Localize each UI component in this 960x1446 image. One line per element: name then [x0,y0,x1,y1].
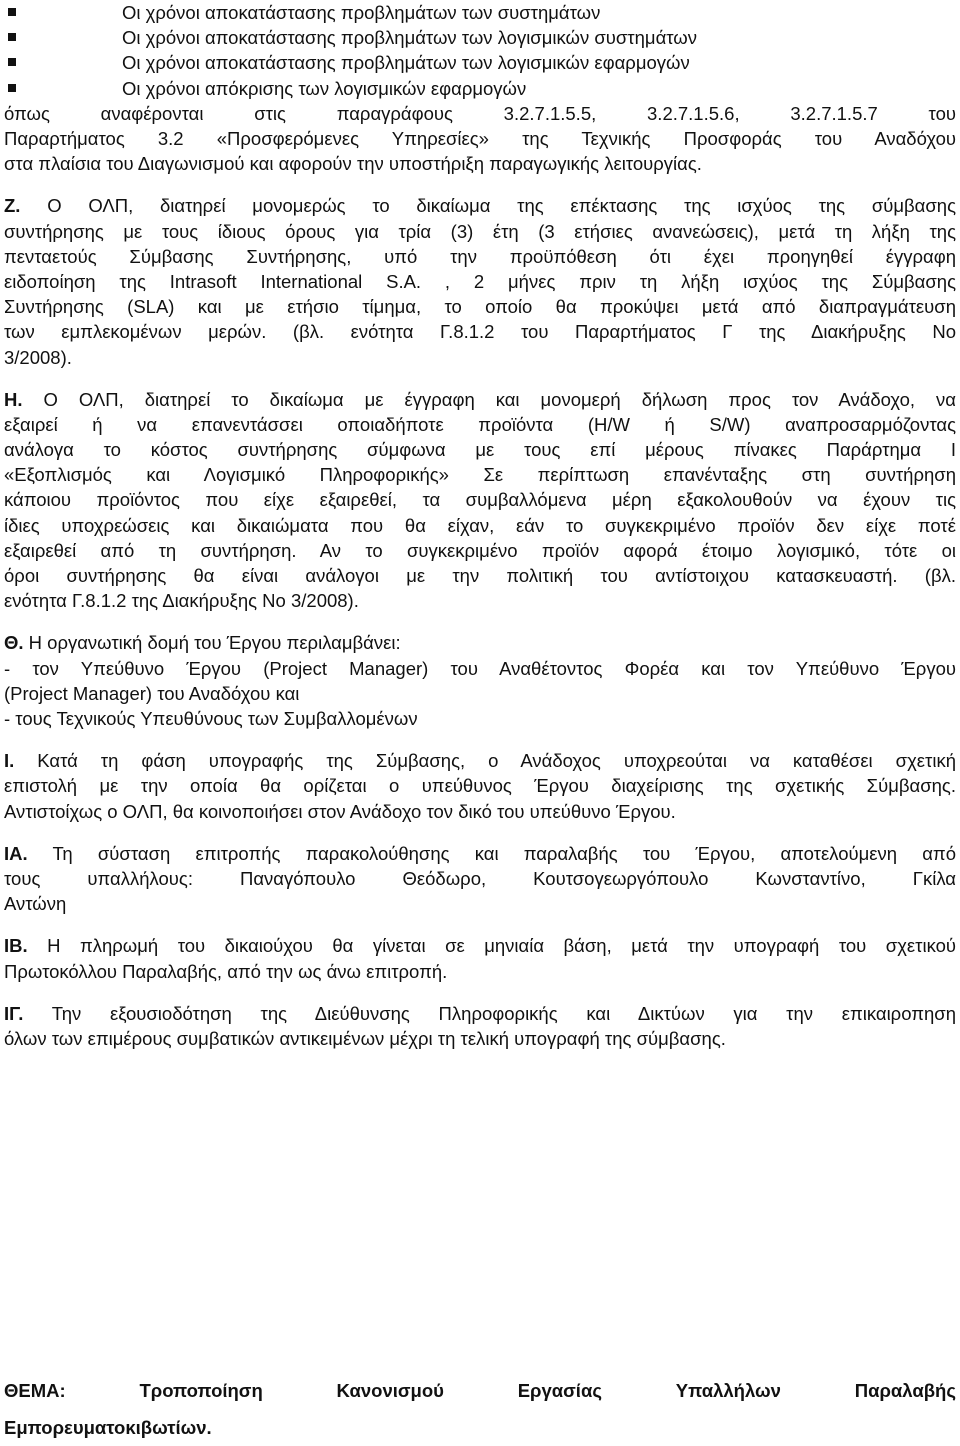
text-line: 3/2008). [4,346,72,368]
section-label: Η. [4,388,23,410]
text-line: - τους Τεχνικούς Υπευθύνους των Συμβαλλομένων [4,708,418,730]
document-body [4,0,956,1051]
text-line: ειδοποίηση της Intrasoft International S.A. , 2 μήνες πριν τη λήξη ισχύος της Σύμβασης [4,270,956,292]
section-label: Θ. [4,632,24,654]
bullet-item: Οι χρόνοι αποκατάστασης προβλημάτων των λογισμικών εφαρμογών [4,50,956,75]
subject-line-1 [4,1372,956,1409]
text-line: επιστολή με την οποία θα ορίζεται ο υπεύθυνος Έργου διαχείρισης της σχετικής Σύμβασης. [4,775,956,797]
text-line: Η. Ο ΟΛΠ, διατηρεί το δικαίωμα με έγγραφη και μονομερή δήλωση προς τον Ανάδοχο, να [4,388,956,410]
text-line: όλων των επιμέρους συμβατικών αντικειμένων μέχρι τη τελική υπογραφή της σύμβασης. [4,1027,726,1049]
bullet-item: Οι χρόνοι αποκατάστασης προβλημάτων των λογισμικών συστημάτων [4,25,956,50]
text-line: Ι. Κατά τη φάση υπογραφής της Σύμβασης, ο Ανάδοχος υποχρεούται να καταθέσει σχετική [4,750,956,772]
text-line: συντήρησης με τους ίδιους όρους για τρία (3) έτη (3 ετήσιες ανανεώσεις), μετά τη λήξη της [4,220,956,242]
section-ib [4,933,956,983]
text-line: «Εξοπλισμός και Λογισμικό Πληροφορικής» Σε περίπτωση επανένταξης στη συντήρηση [4,464,956,486]
text-line: εξαιρεί ή να επανεντάσσει οποιαδήποτε προϊόντα (H/W ή S/W) αναπροσαρμόζοντας [4,413,956,435]
section-label: ΙΑ. [4,842,28,864]
text-line: όπως αναφέρονται στις παραγράφους 3.2.7.1.5.5, 3.2.7.1.5.6, 3.2.7.1.5.7 του [4,102,956,124]
bullet-item: Οι χρόνοι αποκατάστασης προβλημάτων των συστημάτων [4,0,956,25]
section-ia [4,841,956,917]
subject-word: Κανονισμού [336,1380,444,1401]
subject-word: Εργασίας [517,1380,602,1401]
text-line: Ζ. Ο ΟΛΠ, διατηρεί μονομερώς το δικαίωμα της επέκτασης της ισχύος της σύμβασης [4,195,956,217]
subject-word: Υπαλλήλων [675,1380,781,1401]
text-line: εξαιρεθεί από τη συντήρηση. Αν το συγκεκριμένο προϊόν αφορά έτοιμο λογισμικό, τότε οι [4,539,956,561]
text-line: Συντήρησης (SLA) και με ετήσιο τίμημα, το οποίο θα προκύψει μετά από διαπραγμάτευση [4,296,956,318]
text-line: Αντώνη [4,893,67,915]
subject-line-2: Εμπορευματοκιβωτίων. [4,1417,212,1438]
subject-word: Παραλαβής [854,1380,956,1401]
section-theta [4,630,956,731]
text-line: Παραρτήματος 3.2 «Προσφερόμενες Υπηρεσίες» της Τεχνικής Προσφοράς του Αναδόχου [4,128,956,149]
text-line: ανάλογα το κόστος συντήρησης σύμφωνα με τους επί μέρους πίνακες Παράρτημα Ι [4,439,956,461]
text-line: Πρωτοκόλλου Παραλαβής, από την ως άνω επιτροπή. [4,960,448,982]
text-line: Θ. Η οργανωτική δομή του Έργου περιλαμβάνει: [4,632,401,654]
section-label: Ζ. [4,195,21,217]
text-line: Αντιστοίχως ο ΟΛΠ, θα κοινοποιήσει στον Ανάδοχο τον δικό του υπεύθυνο Έργου. [4,800,676,822]
intro-paragraph [4,101,956,177]
text-line: ΙΓ. Την εξουσιοδότηση της Διεύθυνσης Πληροφορικής και Δικτύων για την επικαιροπηση [4,1002,956,1024]
section-label: ΙΓ. [4,1002,24,1024]
section-h [4,387,956,614]
text-line: (Project Manager) του Αναδόχου και [4,682,300,704]
text-line: τους υπαλλήλους: Παναγόπουλο Θεόδωρο, Κουτσογεωργόπουλο Κωνσταντίνο, Γκίλα [4,867,956,889]
text-line: πενταετούς Σύμβασης Συντήρησης, υπό την προϋπόθεση ότι έχει προηγηθεί έγγραφη [4,245,956,267]
section-i [4,748,956,824]
text-line: όροι συντήρησης θα είναι ανάλογοι με την πολιτική του αντίστοιχου κατασκευαστή. (βλ. [4,565,956,587]
section-label: Ι. [4,750,15,772]
section-z [4,193,956,369]
text-line: - τον Υπεύθυνο Έργου (Project Manager) του Αναθέτοντος Φορέα και τον Υπεύθυνο Έργου [4,657,956,679]
bullet-list [4,0,956,101]
section-label: ΙΒ. [4,935,28,957]
section-ig [4,1001,956,1051]
text-line: ΙΒ. Η πληρωμή του δικαιούχου θα γίνεται σε μηνιαία βάση, μετά την υπογραφή του σχετικού [4,935,956,957]
text-line: ΙΑ. Τη σύσταση επιτροπής παρακολούθησης και παραλαβής του Έργου, αποτελούμενη από [4,842,956,864]
text-line: ίδιες υποχρεώσεις και δικαιώματα που θα είχαν, εάν το συγκεκριμένο προϊόν δεν είχε ποτέ [4,514,956,536]
subject-heading [4,1372,956,1446]
text-line: των εμπλεκομένων μερών. (βλ. ενότητα Γ.8.1.2 του Παραρτήματος Γ της Διακήρυξης Νο [4,321,956,343]
text-line: ενότητα Γ.8.1.2 της Διακήρυξης Νο 3/2008). [4,590,359,612]
text-line: στα πλαίσια του Διαγωνισμού και αφορούν την υποστήριξη παραγωγικής λειτουργίας. [4,153,702,175]
text-line: κάποιου προϊόντος που είχε εξαιρεθεί, τα συμβαλλόμενα μέρη εξακολουθούν να έχουν τις [4,489,956,511]
bullet-item: Οι χρόνοι απόκρισης των λογισμικών εφαρμογών [4,76,956,101]
subject-word: ΘΕΜΑ: [4,1380,66,1401]
subject-word: Τροποποίηση [139,1380,263,1401]
